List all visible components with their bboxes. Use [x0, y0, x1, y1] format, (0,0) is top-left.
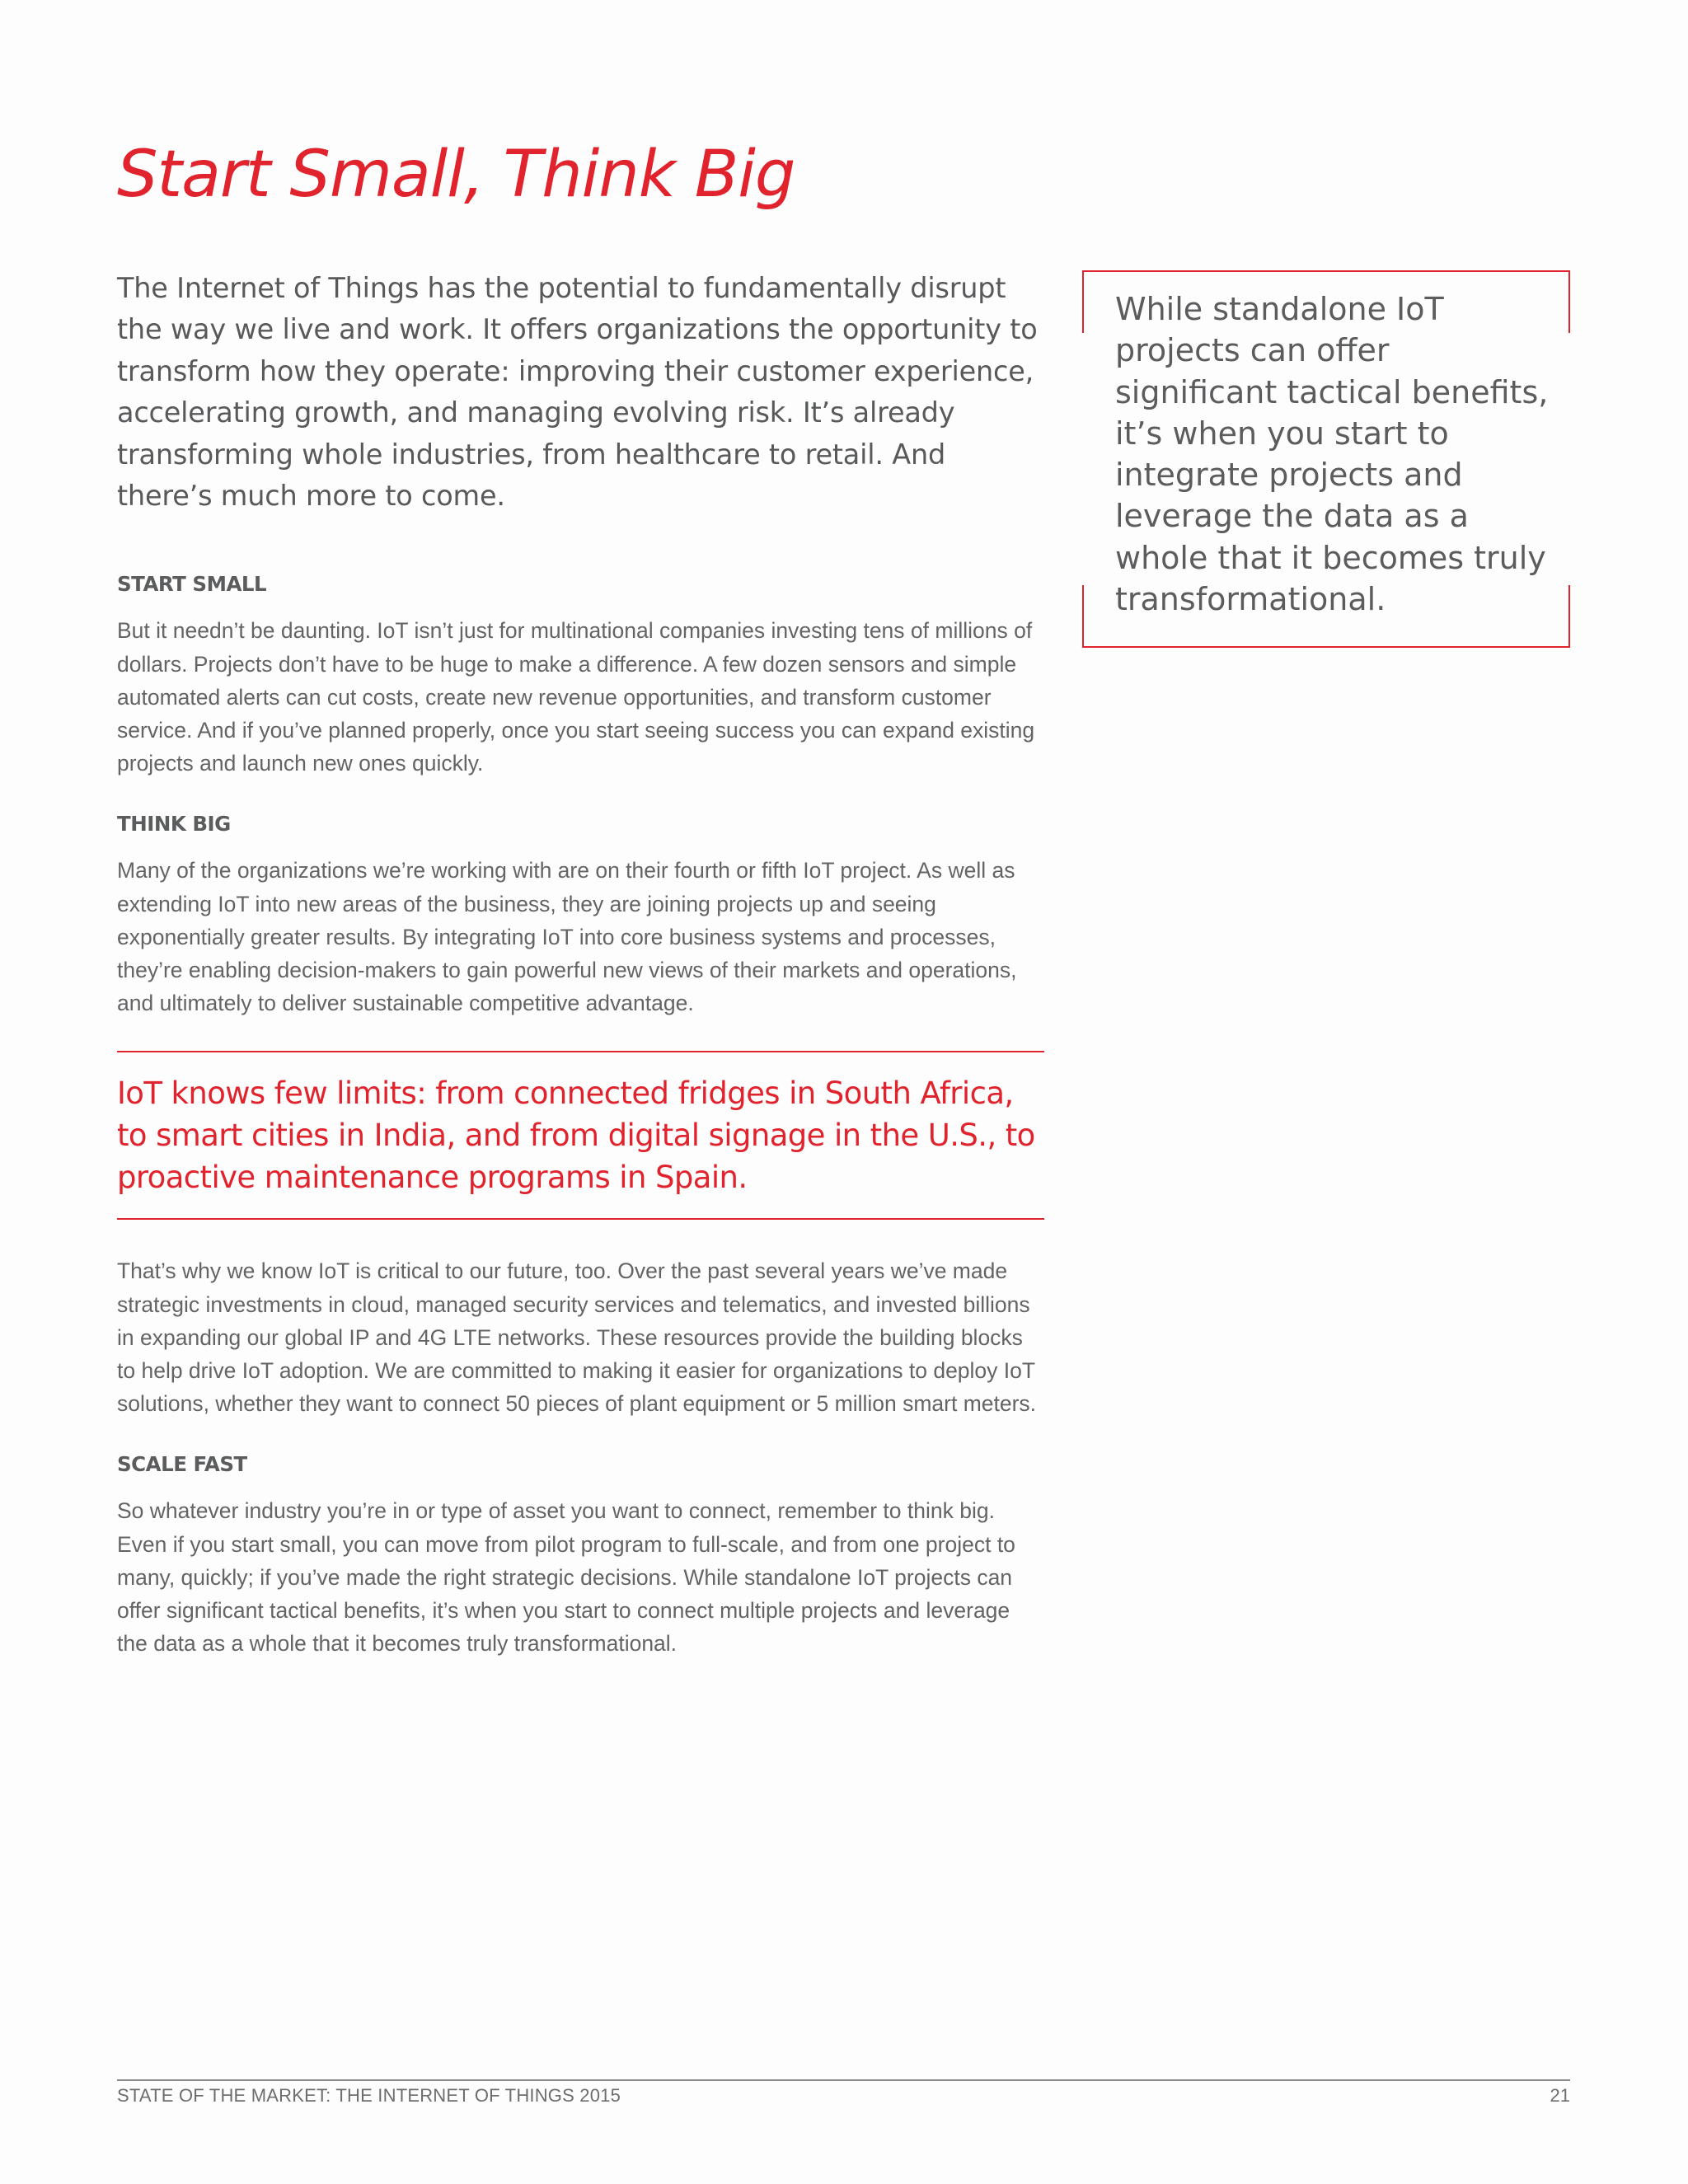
pull-quote [117, 1051, 1044, 1220]
pull-quote-text: IoT knows few limits: from connected fridges in South Africa, to smart cities in India, and from digital signage in the U.S., to proactive maintenance programs in Spain. [117, 1076, 1035, 1196]
footer-publication-title: STATE OF THE MARKET: THE INTERNET OF THINGS 2015 [117, 2085, 621, 2106]
critical-future-body: That’s why we know IoT is critical to our future, too. Over the past several years we’ve made strategic investments in cloud, managed security services and telematics, and invested billions in expanding our global IP and 4G LTE networks. These resources provide the building blocks to help drive IoT adoption. We are committed to making it easier for organizations to deploy IoT solutions, whether they want to connect 50 pieces of plant equipment or 5 million smart meters. [117, 1258, 1037, 1417]
page-title: Start Small, Think Big [117, 138, 795, 212]
start-small-heading: START SMALL [117, 572, 267, 597]
scale-fast-body: So whatever industry you’re in or type of asset you want to connect, remember to think big. Even if you start small, you can move from pilot program to full-scale, and from one project to many, quickly; if you’ve made the right strategic decisions. While standalone IoT projects can offer significant tactical benefits, it’s when you start to connect multiple projects and leverage the data as a whole that it becomes truly transformational. [117, 1498, 1015, 1657]
think-big-heading: THINK BIG [117, 812, 231, 837]
sidebar-callout-box [1082, 270, 1570, 648]
footer-divider [117, 2079, 1570, 2081]
page-number: 21 [1550, 2085, 1570, 2106]
think-big-body: Many of the organizations we’re working with are on their fourth or fifth IoT project. As well as extending IoT into new areas of the business, they are joining projects up and seeing exponentially greater results. By integrating IoT into core business systems and processes, they’re enabling decision-makers to gain powerful new views of their markets and operations, and ultimately to deliver sustainable competitive advantage. [117, 858, 1017, 1016]
sidebar-callout-text: While standalone IoT projects can offer significant tactical benefits, it’s when you start to integrate projects and leverage the data as a whole that it becomes truly transformational. [1115, 291, 1549, 618]
start-small-body: But it needn’t be daunting. IoT isn’t just for multinational companies investing tens of millions of dollars. Projects don’t have to be huge to make a difference. A few dozen sensors and simple automated alerts can cut costs, create new revenue opportunities, and transform customer service. And if you’ve planned properly, once you start seeing success you can expand existing projects and launch new ones quickly. [117, 618, 1035, 776]
scale-fast-heading: SCALE FAST [117, 1452, 247, 1477]
intro-paragraph: The Internet of Things has the potential to fundamentally disrupt the way we live and work. It offers organizations the opportunity to transform how they operate: improving their customer experience, accelerating growth, and managing evolving risk. It’s already transforming whole industries, from healthcare to retail. And there’s much more to come. [117, 272, 1038, 513]
main-column [117, 268, 1044, 1692]
